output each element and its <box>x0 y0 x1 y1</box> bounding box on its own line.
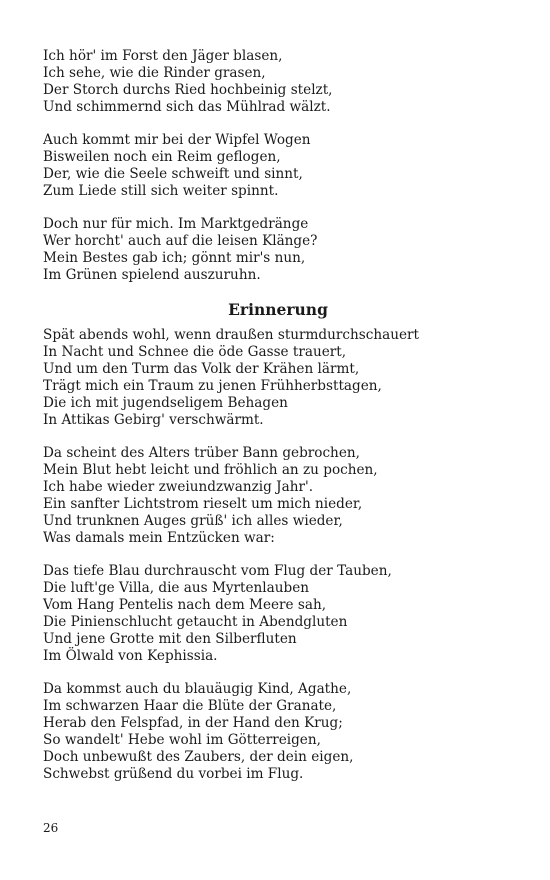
verse-line: Zum Liede still sich weiter spinnt. <box>43 183 279 199</box>
verse-line: Wer horcht' auch auf die leisen Klänge? <box>43 233 318 249</box>
verse-line: Die luft'ge Villa, die aus Myrtenlauben <box>43 580 310 596</box>
poem-two-stanza-1 <box>43 327 513 429</box>
verse-line: Im Ölwald von Kephissia. <box>43 648 218 664</box>
page-body <box>43 48 513 799</box>
poem-title: Erinnerung <box>228 300 328 319</box>
verse-line: Ein sanfter Lichtstrom rieselt um mich nieder, <box>43 496 363 512</box>
page-number: 26 <box>43 821 59 835</box>
verse-line: Was damals mein Entzücken war: <box>43 530 275 546</box>
poem-two-stanza-3 <box>43 563 513 665</box>
verse-line: Doch nur für mich. Im Marktgedränge <box>43 216 309 232</box>
verse-line: Da scheint des Alters trüber Bann gebrochen, <box>43 445 360 461</box>
verse-line: In Attikas Gebirg' verschwärmt. <box>43 412 264 428</box>
verse-line: Schwebst grüßend du vorbei im Flug. <box>43 766 304 782</box>
verse-line: Auch kommt mir bei der Wipfel Wogen <box>43 132 311 148</box>
verse-line: Trägt mich ein Traum zu jenen Frühherbsttagen, <box>43 378 382 394</box>
poem-one-stanza-2 <box>43 132 513 200</box>
verse-line: Mein Blut hebt leicht und fröhlich an zu pochen, <box>43 462 378 478</box>
verse-line: Doch unbewußt des Zaubers, der dein eigen, <box>43 749 354 765</box>
verse-line: Und um den Turm das Volk der Krähen lärmt, <box>43 361 360 377</box>
verse-line: Ich sehe, wie die Rinder grasen, <box>43 65 266 81</box>
poem-two-stanza-2 <box>43 445 513 547</box>
verse-line: Da kommst auch du blauäugig Kind, Agathe, <box>43 681 352 697</box>
verse-line: Spät abends wohl, wenn draußen sturmdurchschauert <box>43 327 419 343</box>
verse-line: Ich habe wieder zweiundzwanzig Jahr'. <box>43 479 314 495</box>
verse-line: In Nacht und Schnee die öde Gasse trauert, <box>43 344 347 360</box>
verse-line: Und jene Grotte mit den Silberfluten <box>43 631 297 647</box>
verse-line: Die Pinienschlucht getaucht in Abendgluten <box>43 614 348 630</box>
verse-line: Das tiefe Blau durchrauscht vom Flug der Tauben, <box>43 563 392 579</box>
verse-line: Der Storch durchs Ried hochbeinig stelzt, <box>43 82 333 98</box>
poem-one-stanza-3 <box>43 216 513 284</box>
verse-line: Und schimmernd sich das Mühlrad wälzt. <box>43 99 331 115</box>
verse-line: Im Grünen spielend auszuruhn. <box>43 267 261 283</box>
verse-line: Und trunknen Auges grüß' ich alles wieder, <box>43 513 343 529</box>
verse-line: Der, wie die Seele schweift und sinnt, <box>43 166 303 182</box>
verse-line: Bisweilen noch ein Reim geflogen, <box>43 149 281 165</box>
poem-two-stanza-4 <box>43 681 513 783</box>
verse-line: Mein Bestes gab ich; gönnt mir's nun, <box>43 250 306 266</box>
verse-line: Ich hör' im Forst den Jäger blasen, <box>43 48 283 64</box>
poem-one-stanza-1 <box>43 48 513 116</box>
verse-line: Vom Hang Pentelis nach dem Meere sah, <box>43 597 327 613</box>
verse-line: Im schwarzen Haar die Blüte der Granate, <box>43 698 337 714</box>
verse-line: Herab den Felspfad, in der Hand den Krug; <box>43 715 343 731</box>
verse-line: So wandelt' Hebe wohl im Götterreigen, <box>43 732 321 748</box>
verse-line: Die ich mit jugendseligem Behagen <box>43 395 288 411</box>
